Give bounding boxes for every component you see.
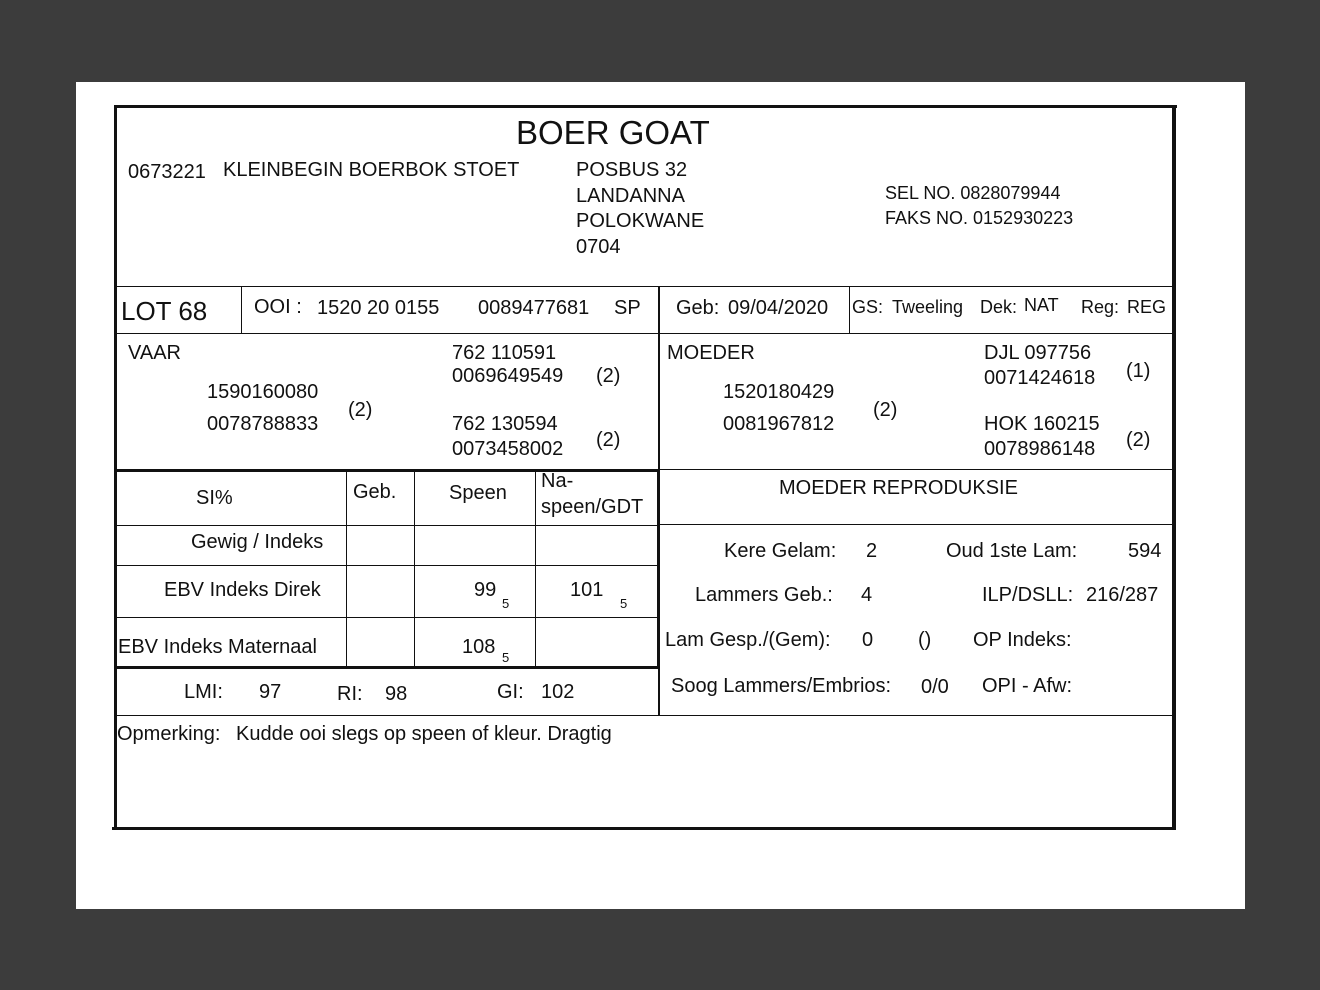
ebv-direk-speen-subscript: 5 [502,596,510,611]
si-percent-header: SI% [196,487,233,509]
reg-label: Reg: [1081,297,1120,317]
vaar-dam-registration: 0073458002 [452,438,564,460]
divider-pedigree-right [658,469,1174,470]
ebv-maternaal-speen: 108 [462,636,496,658]
divider-table-header [114,525,658,526]
ebv-maternaal-speen-subscript: 5 [502,650,510,665]
border-right [1172,105,1176,830]
divider-lot-v1 [241,286,242,334]
moeder-label: MOEDER [667,342,755,364]
lammers-geb-label: Lammers Geb.: [695,584,833,606]
border-top [114,105,1177,108]
divider-remark [114,715,1174,716]
divider-table-right [657,470,660,668]
row-label-ebv-maternaal: EBV Indeks Maternaal [118,636,317,658]
oud-1ste-lam-label: Oud 1ste Lam: [946,540,1078,562]
soog-lammers-value: 0/0 [921,676,949,698]
moeder-dam-id: HOK 160215 [984,413,1100,435]
address-line-2: LANDANNA [576,185,685,207]
vaar-sire-grade: (2) [596,365,621,387]
divider-repro-title [658,524,1174,525]
divider-col-geb [346,470,347,668]
vaar-id: 1590160080 [207,381,319,403]
row-label-gewig: Gewig / Indeks [191,531,324,553]
gs-label: GS: [852,297,884,317]
birth-date-label: Geb: [676,297,720,319]
page-title: BOER GOAT [516,114,710,151]
moeder-registration: 0081967812 [723,413,835,435]
phone-number: SEL NO. 0828079944 [885,183,1061,203]
divider-lot-v2 [849,286,850,334]
oud-1ste-lam-value: 594 [1128,540,1162,562]
ebv-direk-speen: 99 [474,579,497,601]
kere-gelam-label: Kere Gelam: [724,540,837,562]
column-header-naspeen-1: Na- [541,470,574,492]
moeder-dam-registration: 0078986148 [984,438,1096,460]
ilp-dsll-label: ILP/DSLL: [982,584,1074,606]
vaar-dam-grade: (2) [596,429,621,451]
kere-gelam-value: 2 [866,540,878,562]
repro-title: MOEDER REPRODUKSIE [779,477,1018,499]
breeder-name: KLEINBEGIN BOERBOK STOET [223,159,520,181]
gs-value: Tweeling [892,297,964,317]
moeder-id: 1520180429 [723,381,835,403]
ebv-direk-naspeen: 101 [570,579,604,601]
remark-text: Kudde ooi slegs op speen of kleur. Dragtig [236,723,612,745]
vaar-registration: 0078788833 [207,413,319,435]
lot-number: LOT 68 [121,296,208,326]
column-header-speen: Speen [449,482,507,504]
column-header-naspeen-2: speen/GDT [541,496,644,518]
border-left [114,105,117,830]
sp-code: SP [614,297,641,319]
reg-value: REG [1127,297,1167,317]
ooi-id: 1520 20 0155 [317,297,440,319]
dek-label: Dek: [980,297,1018,317]
divider-row2 [114,617,658,618]
ooi-label: OOI : [254,296,302,318]
divider-row1 [114,565,658,566]
lmi-value: 97 [259,681,282,703]
lmi-label: LMI: [184,681,223,703]
row-label-ebv-direk: EBV Indeks Direk [164,579,321,601]
lam-gesp-label: Lam Gesp./(Gem): [665,629,831,651]
moeder-grade: (2) [873,399,898,421]
ilp-dsll-value: 216/287 [1086,584,1159,606]
ri-label: RI: [337,683,363,705]
ooi-registration: 0089477681 [478,297,590,319]
ebv-direk-naspeen-subscript: 5 [620,596,628,611]
divider-header [114,286,1174,287]
vaar-label: VAAR [128,342,181,364]
moeder-sire-id: DJL 097756 [984,342,1092,364]
divider-lot [114,333,1174,334]
gi-label: GI: [497,681,524,703]
divider-col-speen [414,470,415,668]
fax-number: FAKS NO. 0152930223 [885,208,1074,228]
column-header-geb: Geb. [353,481,397,503]
vaar-grade: (2) [348,399,373,421]
vaar-sire-id: 762 110591 [452,342,557,364]
dek-value: NAT [1024,295,1059,315]
gi-value: 102 [541,681,575,703]
lammers-geb-value: 4 [861,584,873,606]
moeder-sire-registration: 0071424618 [984,367,1096,389]
ri-value: 98 [385,683,408,705]
soog-lammers-label: Soog Lammers/Embrios: [671,675,892,697]
border-bottom [112,827,1176,830]
divider-pedigree-left [114,469,658,472]
vaar-sire-registration: 0069649549 [452,365,564,387]
address-line-4: 0704 [576,236,621,258]
divider-col-naspeen [535,470,536,668]
moeder-sire-grade: (1) [1126,360,1151,382]
opi-afw-label: OPI - Afw: [982,675,1073,697]
divider-row3 [114,666,660,669]
address-line-1: POSBUS 32 [576,159,688,181]
address-line-3: POLOKWANE [576,210,705,232]
breeder-number: 0673221 [128,161,206,183]
lam-gesp-gem: () [918,629,932,651]
birth-date: 09/04/2020 [728,297,829,319]
op-indeks-label: OP Indeks: [973,629,1072,651]
vaar-dam-id: 762 130594 [452,413,558,435]
remark-label: Opmerking: [117,723,221,745]
moeder-dam-grade: (2) [1126,429,1151,451]
lam-gesp-value: 0 [862,629,874,651]
